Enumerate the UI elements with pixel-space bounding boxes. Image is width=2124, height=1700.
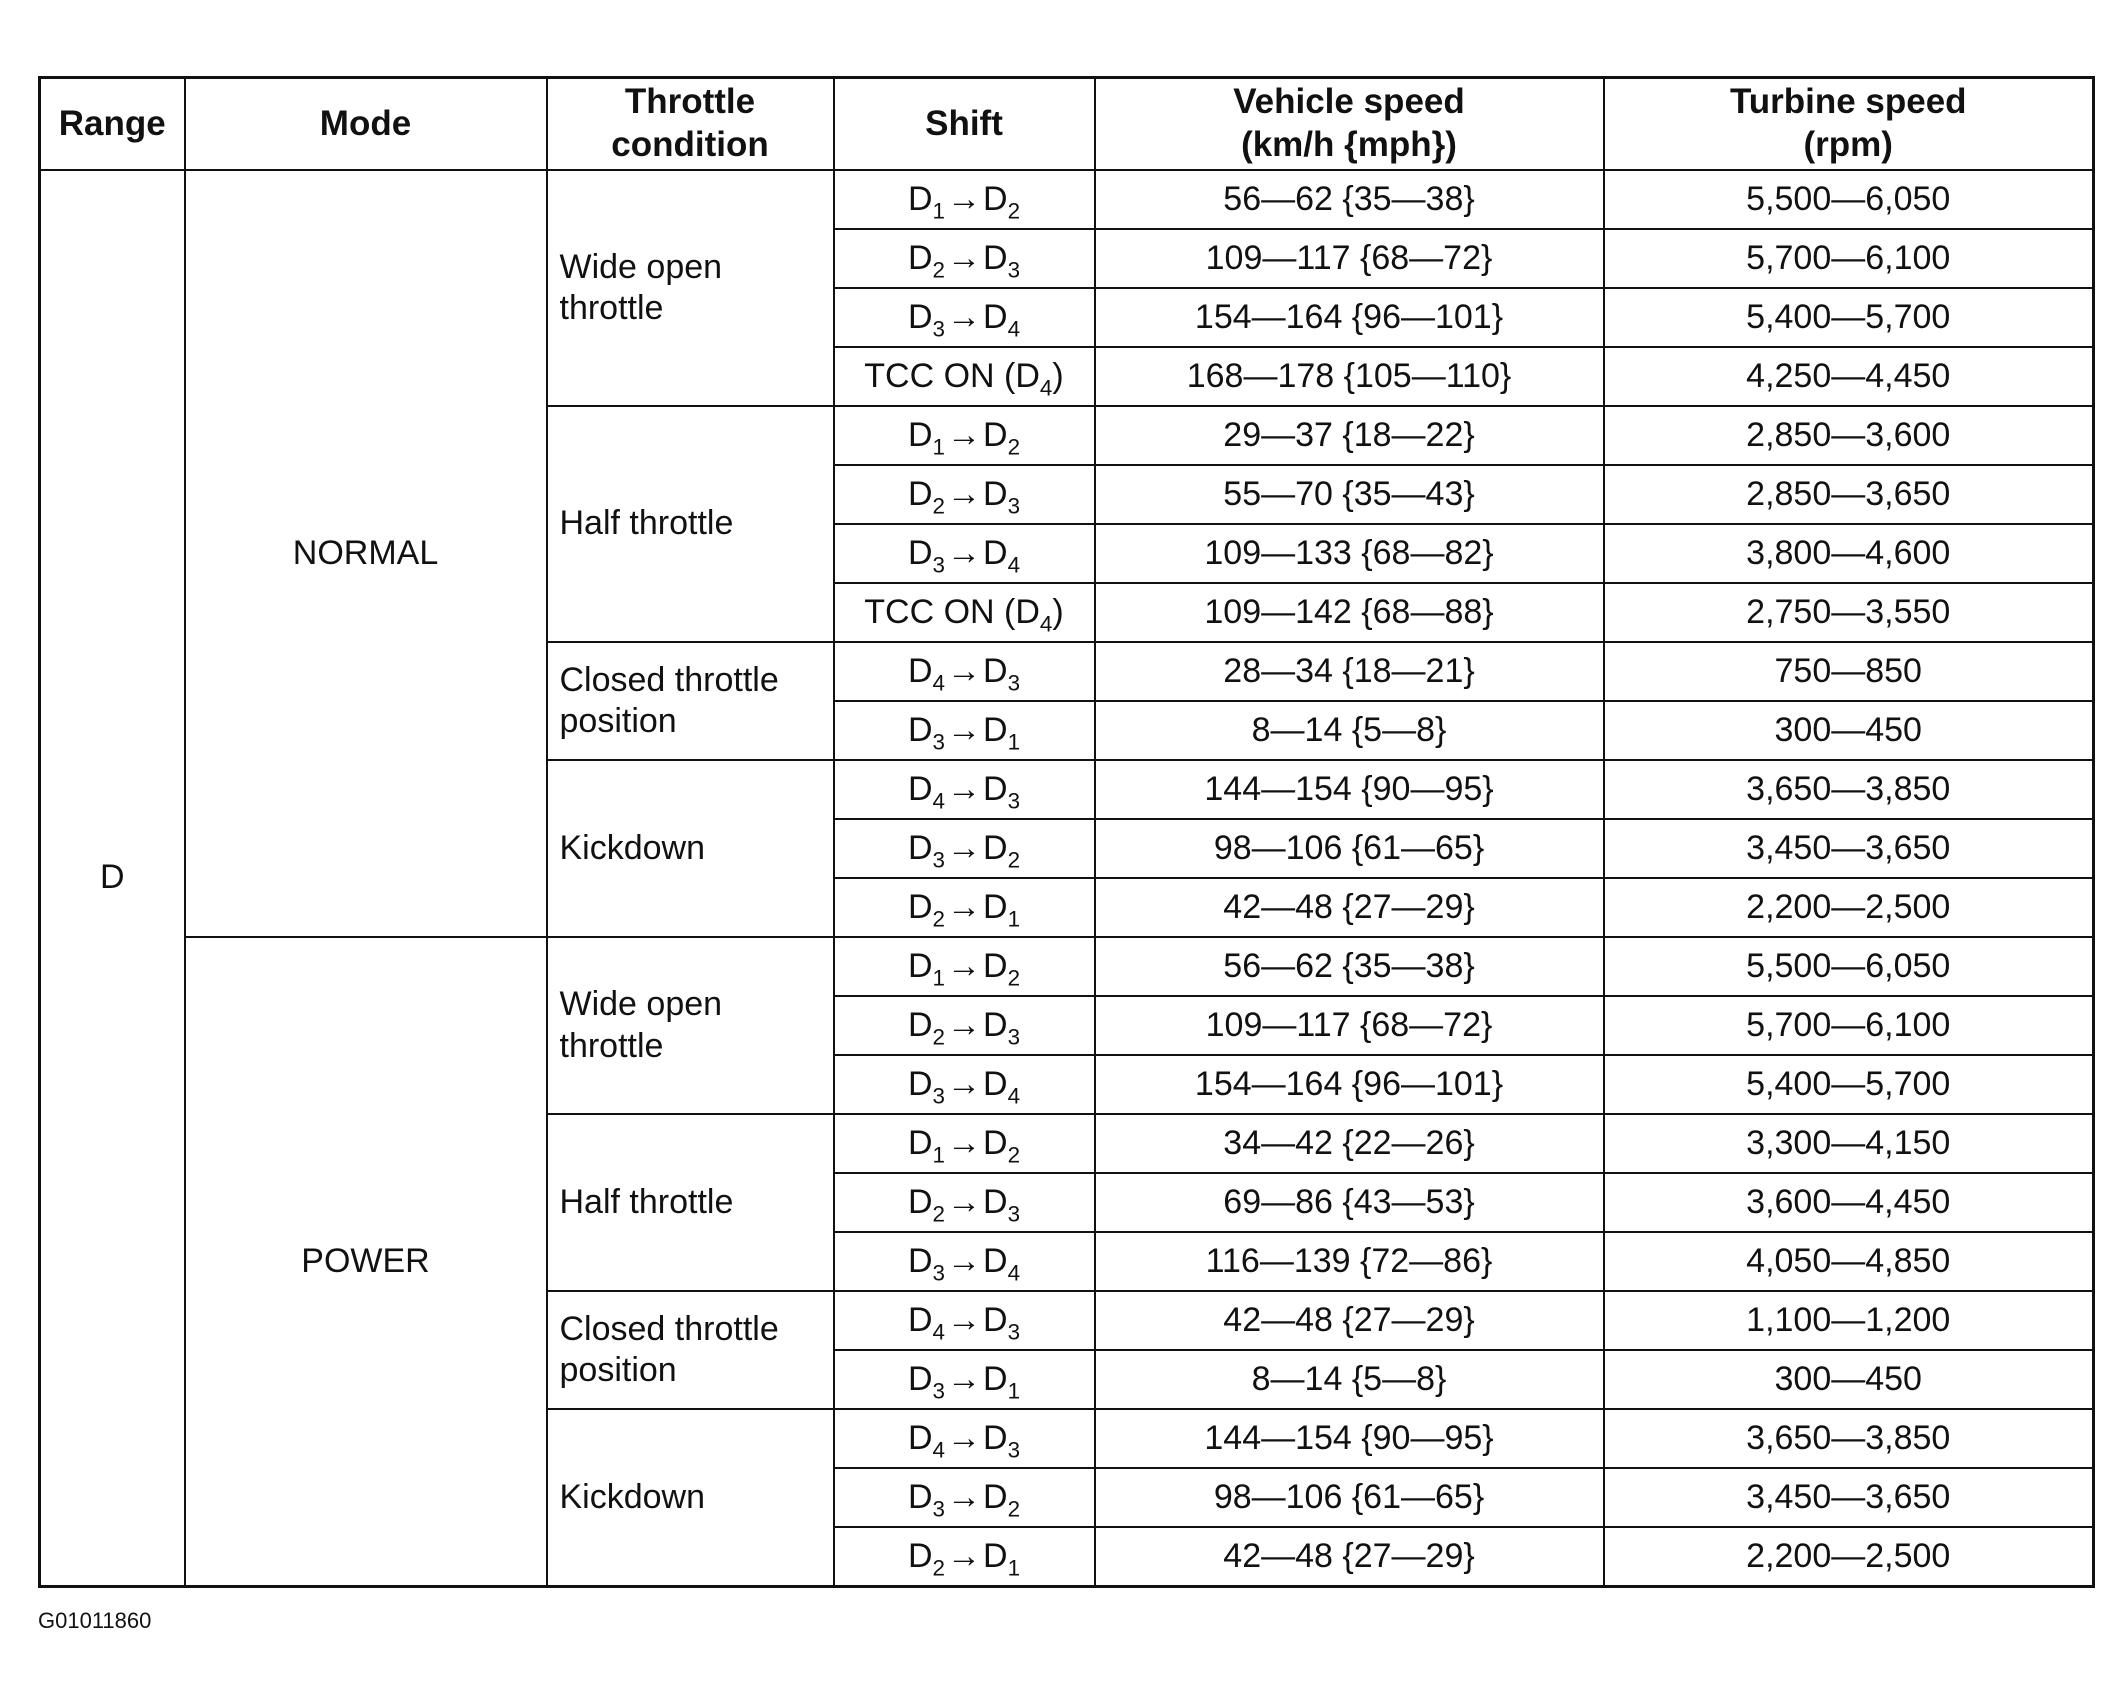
shift-from-gear: D	[907, 710, 933, 749]
shift-arrow-icon: →	[947, 238, 981, 277]
shift-text: TCC ON (D	[864, 592, 1040, 631]
shift-to-subscript: 4	[1007, 1083, 1021, 1109]
throttle-condition-cell: Wide open throttle	[547, 170, 834, 406]
shift-cell	[834, 878, 1095, 937]
shift-cell	[834, 347, 1095, 406]
shift-cell	[834, 1173, 1095, 1232]
shift-from-subscript: 4	[932, 670, 945, 696]
header-throttle-line-2: condition	[611, 125, 769, 164]
shift-to-gear: D	[983, 1064, 1008, 1103]
shift-text: TCC ON (D	[864, 356, 1040, 395]
shift-to-gear: D	[983, 297, 1008, 336]
shift-arrow-icon: →	[947, 769, 981, 808]
header-throttle-condition	[547, 78, 834, 171]
shift-from-gear: D	[907, 1005, 933, 1044]
header-turbine-speed-line-1: Turbine speed	[1729, 82, 1967, 122]
turbine-speed-cell: 750—850	[1604, 642, 2094, 701]
throttle-condition-cell: Kickdown	[547, 760, 834, 937]
throttle-condition-cell: Wide open throttle	[547, 937, 834, 1114]
shift-to-gear: D	[983, 179, 1008, 218]
shift-from-gear: D	[907, 1123, 933, 1162]
shift-to-gear: D	[983, 1477, 1008, 1516]
header-vehicle-speed-line-1: Vehicle speed	[1233, 82, 1465, 122]
header-shift: Shift	[834, 78, 1095, 171]
turbine-speed-cell: 300—450	[1604, 701, 2094, 760]
turbine-speed-cell: 2,850—3,600	[1604, 406, 2094, 465]
shift-from-subscript: 1	[932, 434, 945, 460]
table-row	[40, 170, 2094, 229]
shift-from-gear: D	[907, 1182, 933, 1221]
vehicle-speed-cell: 109—133 {68—82}	[1095, 524, 1604, 583]
turbine-speed-cell: 3,800—4,600	[1604, 524, 2094, 583]
shift-arrow-icon: →	[947, 179, 981, 218]
shift-cell	[834, 229, 1095, 288]
shift-arrow-icon: →	[947, 710, 981, 749]
turbine-speed-cell: 5,400—5,700	[1604, 1055, 2094, 1114]
shift-arrow-icon: →	[947, 533, 981, 572]
shift-cell	[834, 1291, 1095, 1350]
shift-cell	[834, 1409, 1095, 1468]
shift-from-subscript: 2	[932, 1555, 945, 1581]
shift-to-subscript: 1	[1007, 906, 1021, 932]
shift-from-gear: D	[907, 1359, 933, 1398]
shift-to-subscript: 3	[1007, 670, 1021, 696]
shift-cell	[834, 406, 1095, 465]
vehicle-speed-cell: 55—70 {35—43}	[1095, 465, 1604, 524]
shift-to-subscript: 2	[1007, 965, 1021, 991]
shift-to-subscript: 3	[1007, 1319, 1021, 1345]
shift-from-subscript: 2	[932, 257, 945, 283]
shift-to-gear: D	[983, 828, 1008, 867]
shift-to-gear: D	[983, 474, 1008, 513]
table-header	[40, 78, 2094, 171]
header-throttle-line-1: Throttle	[624, 82, 756, 122]
shift-arrow-icon: →	[947, 946, 981, 985]
shift-from-gear: D	[907, 946, 933, 985]
vehicle-speed-cell: 29—37 {18—22}	[1095, 406, 1604, 465]
shift-cell	[834, 1527, 1095, 1587]
vehicle-speed-cell: 168—178 {105—110}	[1095, 347, 1604, 406]
shift-from-gear: D	[907, 651, 933, 690]
vehicle-speed-cell: 154—164 {96—101}	[1095, 1055, 1604, 1114]
shift-from-gear: D	[907, 1300, 933, 1339]
turbine-speed-cell: 2,750—3,550	[1604, 583, 2094, 642]
shift-to-subscript: 3	[1007, 1201, 1021, 1227]
shift-from-subscript: 2	[932, 493, 945, 519]
turbine-speed-cell: 5,500—6,050	[1604, 937, 2094, 996]
vehicle-speed-cell: 69—86 {43—53}	[1095, 1173, 1604, 1232]
shift-from-gear: D	[907, 533, 933, 572]
header-mode: Mode	[185, 78, 547, 171]
vehicle-speed-cell: 98—106 {61—65}	[1095, 1468, 1604, 1527]
vehicle-speed-cell: 109—117 {68—72}	[1095, 996, 1604, 1055]
shift-to-gear: D	[983, 946, 1008, 985]
shift-from-subscript: 3	[932, 729, 945, 755]
shift-arrow-icon: →	[947, 297, 981, 336]
shift-to-subscript: 3	[1007, 1437, 1021, 1463]
shift-to-gear: D	[983, 238, 1008, 277]
shift-from-subscript: 2	[932, 906, 945, 932]
shift-gear-subscript: 4	[1039, 375, 1053, 401]
shift-arrow-icon: →	[947, 415, 981, 454]
turbine-speed-cell: 5,700—6,100	[1604, 229, 2094, 288]
shift-cell	[834, 1468, 1095, 1527]
shift-from-gear: D	[907, 1064, 933, 1103]
turbine-speed-cell: 3,650—3,850	[1604, 1409, 2094, 1468]
shift-cell	[834, 642, 1095, 701]
shift-arrow-icon: →	[947, 1064, 981, 1103]
shift-from-subscript: 2	[932, 1201, 945, 1227]
turbine-speed-cell: 5,700—6,100	[1604, 996, 2094, 1055]
shift-to-gear: D	[983, 1005, 1008, 1044]
shift-to-subscript: 3	[1007, 493, 1021, 519]
shift-arrow-icon: →	[947, 1123, 981, 1162]
shift-from-subscript: 4	[932, 1319, 945, 1345]
shift-from-gear: D	[907, 887, 933, 926]
vehicle-speed-cell: 42—48 {27—29}	[1095, 1527, 1604, 1587]
shift-to-gear: D	[983, 1182, 1008, 1221]
shift-from-subscript: 3	[932, 552, 945, 578]
vehicle-speed-cell: 8—14 {5—8}	[1095, 701, 1604, 760]
vehicle-speed-cell: 144—154 {90—95}	[1095, 760, 1604, 819]
shift-to-subscript: 3	[1007, 1024, 1021, 1050]
vehicle-speed-cell: 109—142 {68—88}	[1095, 583, 1604, 642]
shift-from-gear: D	[907, 1241, 933, 1280]
vehicle-speed-cell: 144—154 {90—95}	[1095, 1409, 1604, 1468]
turbine-speed-cell: 4,050—4,850	[1604, 1232, 2094, 1291]
shift-to-subscript: 2	[1007, 434, 1021, 460]
shift-from-gear: D	[907, 1418, 933, 1457]
shift-arrow-icon: →	[947, 1536, 981, 1575]
shift-to-gear: D	[983, 769, 1008, 808]
throttle-condition-cell: Closed throttle position	[547, 1291, 834, 1409]
header-vehicle-speed-line-2: (km/h {mph})	[1241, 125, 1457, 164]
shift-from-subscript: 2	[932, 1024, 945, 1050]
shift-to-subscript: 3	[1007, 788, 1021, 814]
shift-to-gear: D	[983, 1123, 1008, 1162]
turbine-speed-cell: 300—450	[1604, 1350, 2094, 1409]
header-turbine-speed	[1604, 78, 2094, 171]
shift-to-subscript: 3	[1007, 257, 1021, 283]
shift-to-gear: D	[983, 710, 1008, 749]
throttle-condition-cell: Kickdown	[547, 1409, 834, 1587]
shift-arrow-icon: →	[947, 1182, 981, 1221]
figure-code: G01011860	[38, 1608, 152, 1633]
turbine-speed-cell: 1,100—1,200	[1604, 1291, 2094, 1350]
shift-to-subscript: 2	[1007, 1142, 1021, 1168]
turbine-speed-cell: 5,400—5,700	[1604, 288, 2094, 347]
shift-cell	[834, 1055, 1095, 1114]
vehicle-speed-cell: 98—106 {61—65}	[1095, 819, 1604, 878]
shift-to-subscript: 1	[1007, 1555, 1021, 1581]
shift-cell	[834, 465, 1095, 524]
turbine-speed-cell: 5,500—6,050	[1604, 170, 2094, 229]
shift-point-table	[38, 76, 2095, 1588]
shift-arrow-icon: →	[947, 1005, 981, 1044]
shift-from-gear: D	[907, 474, 933, 513]
vehicle-speed-cell: 116—139 {72—86}	[1095, 1232, 1604, 1291]
table-row	[40, 937, 2094, 996]
shift-to-gear: D	[983, 651, 1008, 690]
shift-to-subscript: 4	[1007, 1260, 1021, 1286]
throttle-condition-cell: Half throttle	[547, 1114, 834, 1291]
header-range: Range	[40, 78, 185, 171]
table-body	[40, 170, 2094, 1587]
shift-from-subscript: 1	[932, 965, 945, 991]
throttle-condition-cell: Half throttle	[547, 406, 834, 642]
shift-to-subscript: 2	[1007, 847, 1021, 873]
shift-arrow-icon: →	[947, 828, 981, 867]
shift-from-gear: D	[907, 1477, 933, 1516]
shift-arrow-icon: →	[947, 1477, 981, 1516]
header-turbine-speed-line-2: (rpm)	[1803, 125, 1893, 164]
shift-to-gear: D	[983, 533, 1008, 572]
mode-cell: NORMAL	[185, 170, 547, 937]
shift-cell	[834, 937, 1095, 996]
shift-from-gear: D	[907, 1536, 933, 1575]
vehicle-speed-cell: 154—164 {96—101}	[1095, 288, 1604, 347]
shift-to-subscript: 2	[1007, 1496, 1021, 1522]
shift-from-subscript: 1	[932, 1142, 945, 1168]
vehicle-speed-cell: 56—62 {35—38}	[1095, 937, 1604, 996]
shift-cell	[834, 170, 1095, 229]
shift-cell	[834, 524, 1095, 583]
turbine-speed-cell: 2,200—2,500	[1604, 878, 2094, 937]
shift-to-gear: D	[983, 1359, 1008, 1398]
turbine-speed-cell: 3,300—4,150	[1604, 1114, 2094, 1173]
shift-to-subscript: 2	[1007, 198, 1021, 224]
vehicle-speed-cell: 28—34 {18—21}	[1095, 642, 1604, 701]
shift-from-subscript: 4	[932, 788, 945, 814]
shift-from-gear: D	[907, 828, 933, 867]
shift-arrow-icon: →	[947, 1418, 981, 1457]
shift-cell	[834, 1350, 1095, 1409]
shift-cell	[834, 760, 1095, 819]
shift-cell	[834, 701, 1095, 760]
vehicle-speed-cell: 42—48 {27—29}	[1095, 1291, 1604, 1350]
shift-to-gear: D	[983, 415, 1008, 454]
vehicle-speed-cell: 34—42 {22—26}	[1095, 1114, 1604, 1173]
shift-text-suffix: )	[1052, 356, 1064, 395]
shift-to-gear: D	[983, 887, 1008, 926]
turbine-speed-cell: 2,200—2,500	[1604, 1527, 2094, 1587]
turbine-speed-cell: 3,650—3,850	[1604, 760, 2094, 819]
shift-to-gear: D	[983, 1241, 1008, 1280]
shift-from-gear: D	[907, 415, 933, 454]
header-vehicle-speed	[1095, 78, 1604, 171]
header-row	[40, 78, 2094, 171]
shift-from-gear: D	[907, 179, 933, 218]
shift-from-subscript: 3	[932, 1496, 945, 1522]
shift-from-subscript: 4	[932, 1437, 945, 1463]
vehicle-speed-cell: 8—14 {5—8}	[1095, 1350, 1604, 1409]
shift-arrow-icon: →	[947, 651, 981, 690]
shift-from-subscript: 3	[932, 847, 945, 873]
shift-to-subscript: 4	[1007, 316, 1021, 342]
shift-to-gear: D	[983, 1418, 1008, 1457]
shift-from-subscript: 3	[932, 1083, 945, 1109]
shift-arrow-icon: →	[947, 474, 981, 513]
shift-arrow-icon: →	[947, 1241, 981, 1280]
shift-cell	[834, 996, 1095, 1055]
shift-cell	[834, 1232, 1095, 1291]
shift-from-subscript: 1	[932, 198, 945, 224]
vehicle-speed-cell: 56—62 {35—38}	[1095, 170, 1604, 229]
shift-arrow-icon: →	[947, 1300, 981, 1339]
shift-from-gear: D	[907, 238, 933, 277]
turbine-speed-cell: 3,450—3,650	[1604, 1468, 2094, 1527]
shift-arrow-icon: →	[947, 1359, 981, 1398]
shift-from-subscript: 3	[932, 1378, 945, 1404]
shift-cell	[834, 1114, 1095, 1173]
shift-to-subscript: 1	[1007, 1378, 1021, 1404]
shift-cell	[834, 583, 1095, 642]
range-cell: D	[40, 170, 185, 1587]
throttle-condition-cell: Closed throttle position	[547, 642, 834, 760]
vehicle-speed-cell: 42—48 {27—29}	[1095, 878, 1604, 937]
shift-text-suffix: )	[1052, 592, 1064, 631]
shift-from-gear: D	[907, 297, 933, 336]
shift-from-subscript: 3	[932, 316, 945, 342]
shift-gear-subscript: 4	[1039, 611, 1053, 637]
mode-cell: POWER	[185, 937, 547, 1587]
shift-cell	[834, 288, 1095, 347]
shift-cell	[834, 819, 1095, 878]
turbine-speed-cell: 2,850—3,650	[1604, 465, 2094, 524]
turbine-speed-cell: 3,600—4,450	[1604, 1173, 2094, 1232]
vehicle-speed-cell: 109—117 {68—72}	[1095, 229, 1604, 288]
shift-to-subscript: 4	[1007, 552, 1021, 578]
shift-from-subscript: 3	[932, 1260, 945, 1286]
shift-from-gear: D	[907, 769, 933, 808]
shift-to-gear: D	[983, 1300, 1008, 1339]
turbine-speed-cell: 3,450—3,650	[1604, 819, 2094, 878]
shift-to-subscript: 1	[1007, 729, 1021, 755]
shift-to-gear: D	[983, 1536, 1008, 1575]
turbine-speed-cell: 4,250—4,450	[1604, 347, 2094, 406]
shift-arrow-icon: →	[947, 887, 981, 926]
